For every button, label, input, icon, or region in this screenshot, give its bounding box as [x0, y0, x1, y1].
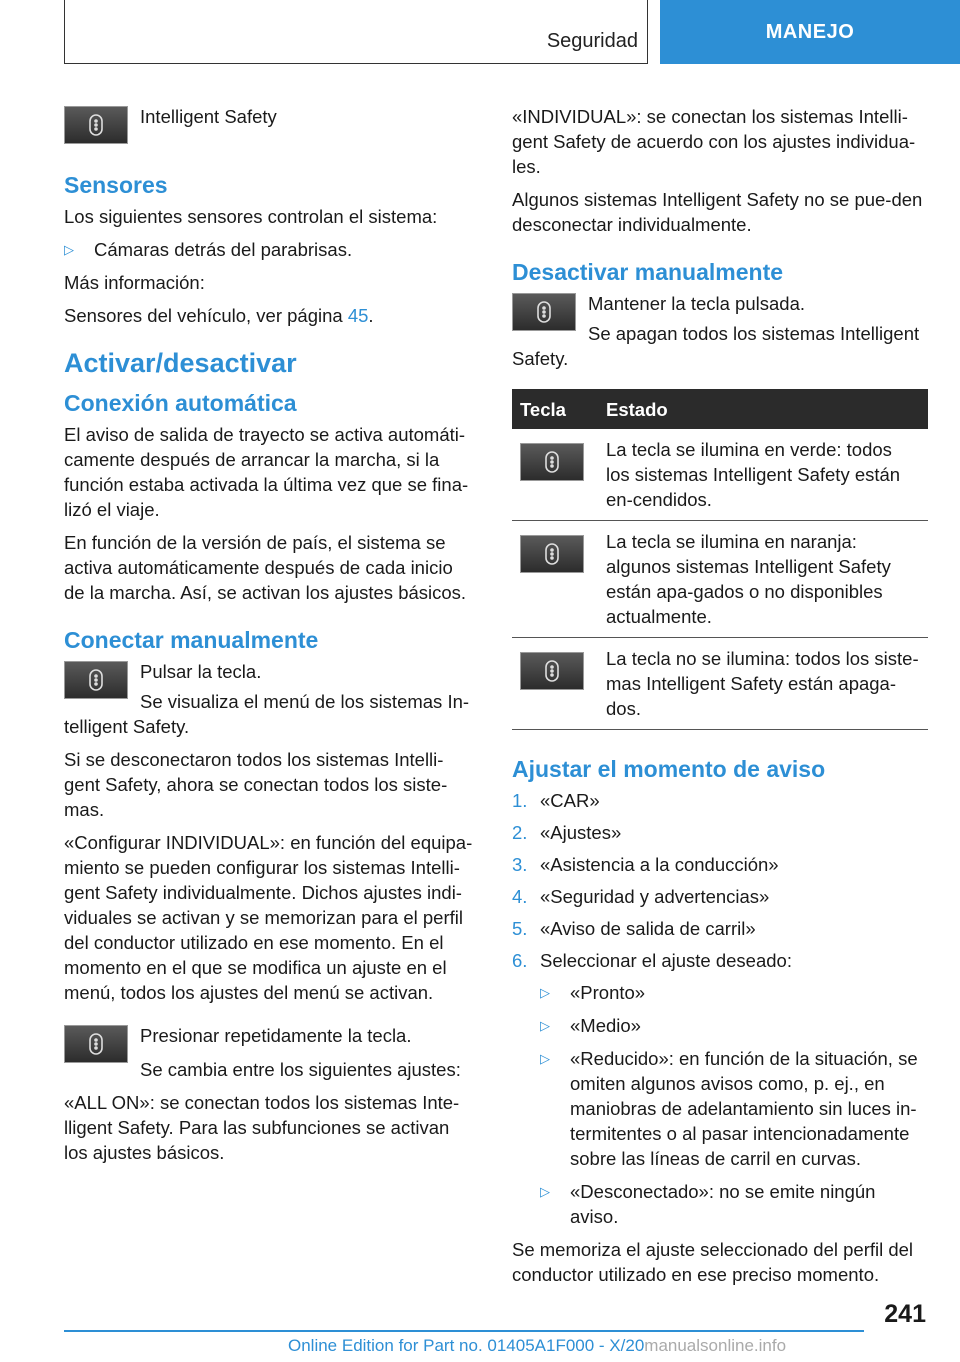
list-item: ▷ «Medio»: [540, 1015, 641, 1036]
intelligent-safety-button-icon: [64, 1025, 128, 1063]
sensores-bullet-text: Cámaras detrás del parabrisas.: [94, 239, 353, 260]
table-header-tecla: Tecla: [512, 389, 598, 429]
section-title: Seguridad: [546, 30, 638, 52]
footer-text: Online Edition for Part no. 01405A1F000 - X/20manualsonline.info: [288, 1336, 787, 1355]
intelligent-safety-row: [64, 104, 476, 144]
sensores-reference: Sensores del vehículo, ver página 45.: [64, 305, 374, 326]
footer-watermark: manualsonline.info: [644, 1336, 787, 1355]
conectar-paragraph-2: «Configurar INDIVIDUAL»: en función del equipa-miento se pueden configurar los sistemas Intelli-gent Safety individualmente. Dichos ajustes indi-viduales se activan y se memorizan para el perfil del conductor utilizado en ese momento. En el momento en el que se modifica un ajuste en el menú, todos los ajustes del menú se activan.: [64, 832, 473, 1003]
list-item: 3. «Asistencia a la conducción»: [512, 854, 779, 875]
table-cell-estado: La tecla no se ilumina: todos los siste-mas Intelligent Safety están apaga-dos.: [598, 638, 928, 730]
key-orange-icon: [520, 535, 584, 573]
conexion-paragraph-2: En función de la versión de país, el sistema se activa automáticamente después de cada inicio de la marcha. Así, se activan los ajustes básicos.: [64, 532, 467, 603]
sensores-intro: Los siguientes sensores controlan el sistema:: [64, 206, 438, 227]
table-header-estado: Estado: [598, 389, 928, 429]
list-item: ▷ «Reducido»: en función de la situación, se omiten algunos avisos como, p. ej., en maniobras de adelantamiento sin luces in-termitentes o al pasar intencionadamente sobre las líneas de carril en curvas.: [540, 1048, 918, 1169]
ajustar-heading: Ajustar el momento de aviso: [512, 756, 826, 782]
conectar-heading: Conectar manualmente: [64, 627, 319, 653]
page-number: 241: [884, 1300, 926, 1328]
presionar-line-1: Presionar repetidamente la tecla.: [140, 1025, 412, 1046]
sensores-heading: Sensores: [64, 172, 168, 198]
right-column: [512, 104, 928, 1295]
intelligent-safety-button-icon: [64, 661, 128, 699]
list-item: 2. «Ajustes»: [512, 822, 622, 843]
table-row: [512, 521, 928, 638]
desactivar-line-1: Mantener la tecla pulsada.: [588, 293, 805, 314]
intelligent-safety-label: Intelligent Safety: [140, 106, 277, 127]
conexion-paragraph-1: El aviso de salida de trayecto se activa automáti-camente después de arrancar la marcha, si la función estaba activada la última vez que se fina-lizó el viaje.: [64, 424, 469, 520]
options-list: [540, 980, 928, 1229]
triangle-bullet-icon: ▷: [540, 1051, 550, 1066]
list-item: 6. Seleccionar el ajuste deseado:: [512, 950, 792, 971]
list-item: 1. «CAR»: [512, 790, 600, 811]
activar-desactivar-heading: Activar/desactivar: [64, 348, 297, 378]
intelligent-safety-button-icon: [512, 293, 576, 331]
table-cell-estado: La tecla se ilumina en verde: todos los sistemas Intelligent Safety están en-cendidos.: [598, 429, 928, 521]
conectar-paragraph-1: Si se desconectaron todos los sistemas Intelli-gent Safety, ahora se conectan todos los siste-mas.: [64, 749, 448, 820]
table-header-row: [512, 389, 928, 429]
page-link-45[interactable]: 45: [347, 305, 369, 326]
desactivar-line-2: Se apagan todos los sistemas Intelligent Safety.: [512, 323, 920, 369]
left-column: [64, 104, 476, 1173]
triangle-bullet-icon: ▷: [540, 1018, 550, 1033]
chapter-tab[interactable]: [660, 0, 960, 64]
footer-divider: [64, 1330, 864, 1332]
triangle-bullet-icon: ▷: [64, 242, 74, 257]
list-item: ▷ «Pronto»: [540, 982, 646, 1003]
conectar-line-2: Se visualiza el menú de los sistemas In-telligent Safety.: [64, 691, 470, 737]
algunos-paragraph: Algunos sistemas Intelligent Safety no se pue-den desconectar individualmente.: [512, 189, 923, 235]
triangle-bullet-icon: ▷: [540, 1184, 550, 1199]
intelligent-safety-button-icon: [64, 106, 128, 144]
mas-informacion: Más información:: [64, 272, 205, 293]
sensores-bullet: [64, 237, 476, 262]
key-green-icon: [520, 443, 584, 481]
estado-table: [512, 389, 928, 730]
list-item: 5. «Aviso de salida de carril»: [512, 918, 756, 939]
desactivar-heading: Desactivar manualmente: [512, 259, 784, 285]
table-row: [512, 638, 928, 730]
conexion-heading: Conexión automática: [64, 390, 297, 416]
chapter-tab-label: MANEJO: [765, 20, 855, 43]
conectar-line-1: Pulsar la tecla.: [140, 661, 262, 682]
list-item: 4. «Seguridad y advertencias»: [512, 886, 770, 907]
presionar-line-2: Se cambia entre los siguientes ajustes:: [140, 1059, 461, 1080]
allon-paragraph: «ALL ON»: se conectan todos los sistemas Inte-lligent Safety. Para las subfunciones se activan los ajustes básicos.: [64, 1092, 460, 1163]
key-off-icon: [520, 652, 584, 690]
table-row: [512, 429, 928, 521]
table-cell-estado: La tecla se ilumina en naranja: algunos sistemas Intelligent Safety están apa-gados o no disponibles actualmente.: [598, 521, 928, 638]
final-paragraph: Se memoriza el ajuste seleccionado del perfil del conductor utilizado en ese preciso momento.: [512, 1239, 914, 1285]
individual-paragraph: «INDIVIDUAL»: se conectan los sistemas Intelli-gent Safety de acuerdo con los ajustes individua-les.: [512, 106, 916, 177]
triangle-bullet-icon: ▷: [540, 985, 550, 1000]
list-item: ▷ «Desconectado»: no se emite ningún aviso.: [540, 1181, 876, 1227]
